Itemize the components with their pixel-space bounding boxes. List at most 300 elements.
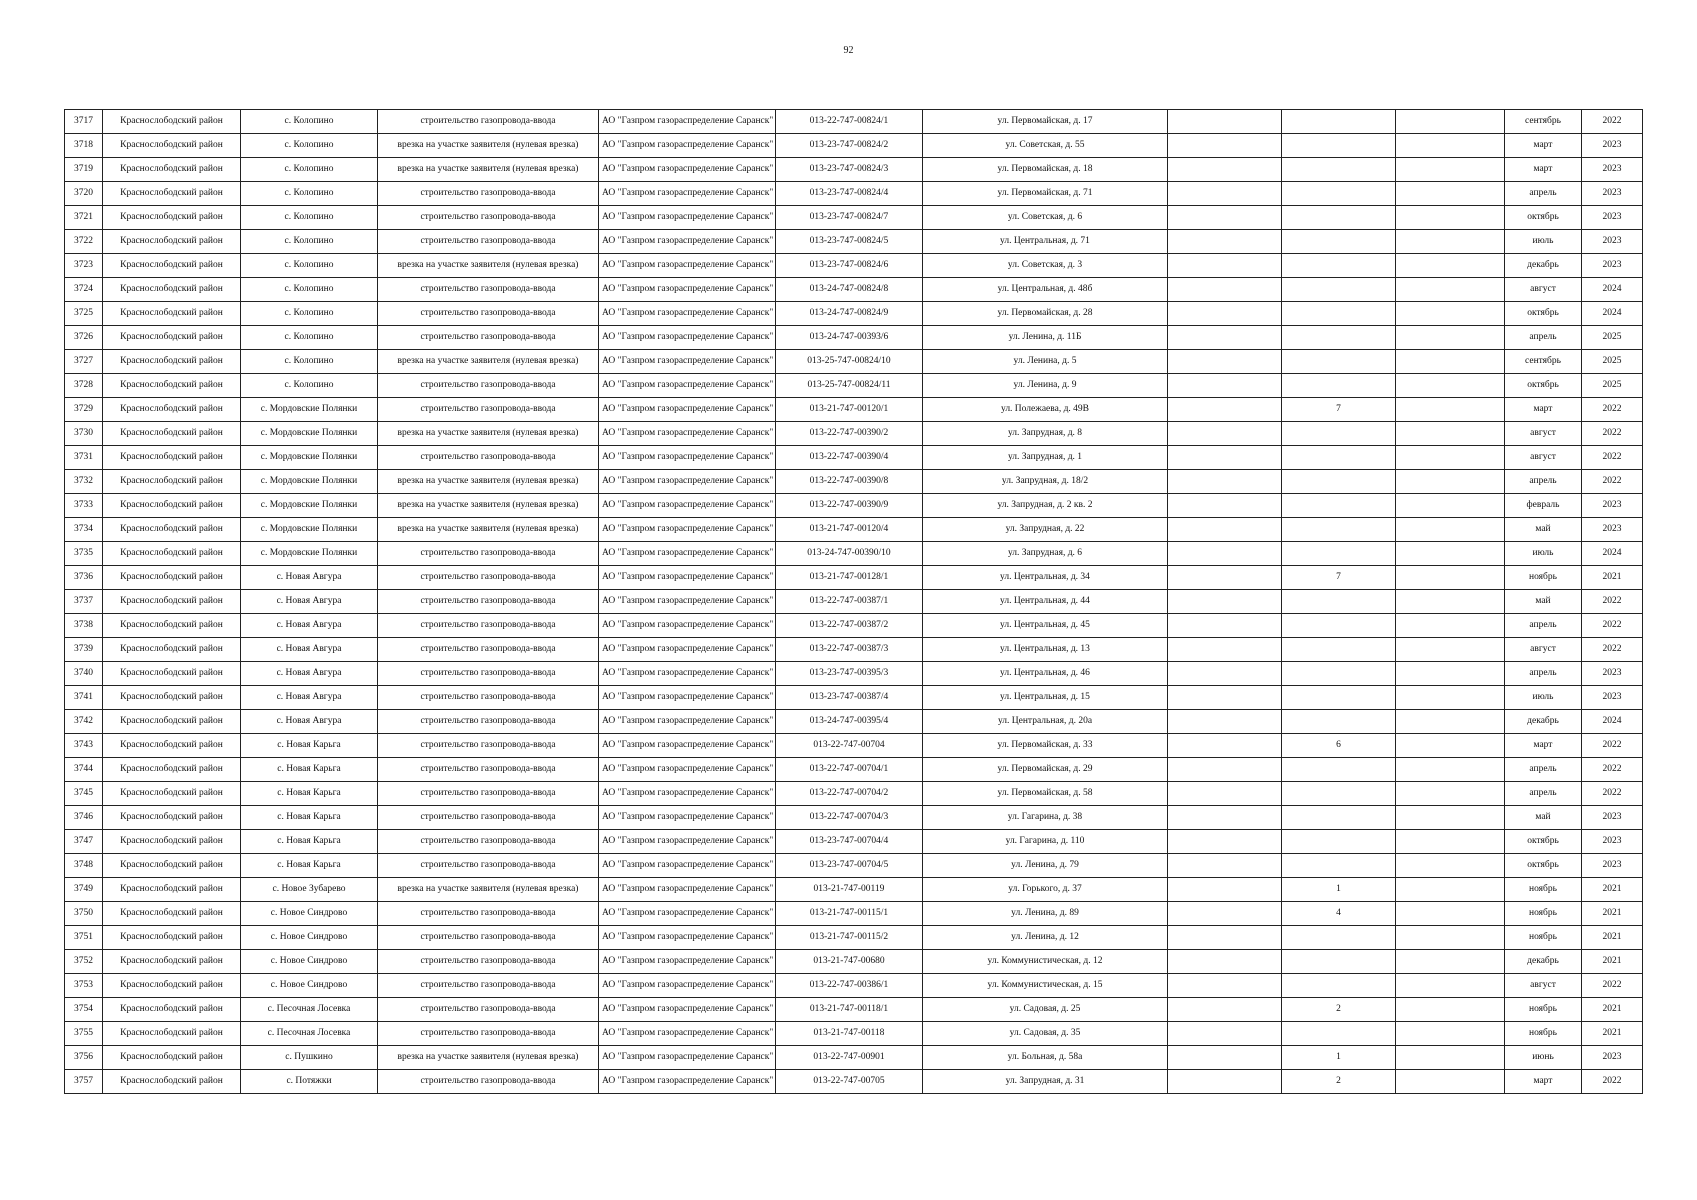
district-cell: Краснослободский район	[103, 806, 241, 830]
row-number-cell: 3749	[65, 878, 103, 902]
table-row	[65, 638, 1643, 662]
extra-column-3-cell	[1396, 830, 1505, 854]
extra-column-3-cell	[1396, 326, 1505, 350]
extra-column-2-cell	[1282, 254, 1396, 278]
row-number-cell: 3727	[65, 350, 103, 374]
district-cell: Краснослободский район	[103, 566, 241, 590]
application-code-cell: 013-22-747-00386/1	[776, 974, 923, 998]
table-body	[65, 110, 1643, 1094]
month-cell: март	[1505, 398, 1582, 422]
district-cell: Краснослободский район	[103, 278, 241, 302]
year-cell: 2024	[1582, 710, 1643, 734]
district-cell: Краснослободский район	[103, 1046, 241, 1070]
year-cell: 2024	[1582, 278, 1643, 302]
extra-column-3-cell	[1396, 518, 1505, 542]
row-number-cell: 3720	[65, 182, 103, 206]
settlement-cell: с. Новая Авгура	[241, 686, 378, 710]
table-row	[65, 710, 1643, 734]
extra-column-2-cell	[1282, 782, 1396, 806]
organization-cell: АО "Газпром газораспределение Саранск"	[599, 710, 776, 734]
year-cell: 2023	[1582, 134, 1643, 158]
organization-cell: АО "Газпром газораспределение Саранск"	[599, 878, 776, 902]
extra-column-1-cell	[1168, 446, 1282, 470]
table-row	[65, 686, 1643, 710]
extra-column-3-cell	[1396, 806, 1505, 830]
extra-column-3-cell	[1396, 494, 1505, 518]
gasification-schedule-table	[64, 109, 1643, 1094]
year-cell: 2021	[1582, 926, 1643, 950]
table-row	[65, 374, 1643, 398]
extra-column-1-cell	[1168, 350, 1282, 374]
work-type-cell: строительство газопровода-ввода	[378, 734, 599, 758]
organization-cell: АО "Газпром газораспределение Саранск"	[599, 326, 776, 350]
extra-column-3-cell	[1396, 638, 1505, 662]
table-row	[65, 566, 1643, 590]
application-code-cell: 013-21-747-00115/1	[776, 902, 923, 926]
extra-column-2-cell: 7	[1282, 398, 1396, 422]
table-row	[65, 182, 1643, 206]
extra-column-1-cell	[1168, 1022, 1282, 1046]
settlement-cell: с. Колопино	[241, 254, 378, 278]
month-cell: июнь	[1505, 1046, 1582, 1070]
application-code-cell: 013-23-747-00824/4	[776, 182, 923, 206]
row-number-cell: 3743	[65, 734, 103, 758]
work-type-cell: строительство газопровода-ввода	[378, 686, 599, 710]
extra-column-1-cell	[1168, 686, 1282, 710]
address-cell: ул. Ленина, д. 9	[923, 374, 1168, 398]
work-type-cell: строительство газопровода-ввода	[378, 710, 599, 734]
work-type-cell: строительство газопровода-ввода	[378, 230, 599, 254]
extra-column-3-cell	[1396, 734, 1505, 758]
month-cell: август	[1505, 638, 1582, 662]
extra-column-1-cell	[1168, 782, 1282, 806]
month-cell: июль	[1505, 542, 1582, 566]
application-code-cell: 013-22-747-00390/9	[776, 494, 923, 518]
district-cell: Краснослободский район	[103, 830, 241, 854]
address-cell: ул. Первомайская, д. 17	[923, 110, 1168, 134]
row-number-cell: 3745	[65, 782, 103, 806]
extra-column-3-cell	[1396, 662, 1505, 686]
row-number-cell: 3724	[65, 278, 103, 302]
address-cell: ул. Ленина, д. 12	[923, 926, 1168, 950]
district-cell: Краснослободский район	[103, 974, 241, 998]
settlement-cell: с. Колопино	[241, 182, 378, 206]
extra-column-1-cell	[1168, 278, 1282, 302]
settlement-cell: с. Новая Авгура	[241, 614, 378, 638]
month-cell: май	[1505, 518, 1582, 542]
extra-column-3-cell	[1396, 926, 1505, 950]
settlement-cell: с. Колопино	[241, 134, 378, 158]
extra-column-1-cell	[1168, 926, 1282, 950]
month-cell: апрель	[1505, 470, 1582, 494]
extra-column-1-cell	[1168, 950, 1282, 974]
district-cell: Краснослободский район	[103, 950, 241, 974]
page-number: 92	[843, 45, 854, 56]
year-cell: 2023	[1582, 494, 1643, 518]
extra-column-1-cell	[1168, 302, 1282, 326]
month-cell: декабрь	[1505, 950, 1582, 974]
application-code-cell: 013-22-747-00387/1	[776, 590, 923, 614]
work-type-cell: врезка на участке заявителя (нулевая врезка)	[378, 494, 599, 518]
row-number-cell: 3721	[65, 206, 103, 230]
extra-column-1-cell	[1168, 998, 1282, 1022]
work-type-cell: врезка на участке заявителя (нулевая врезка)	[378, 422, 599, 446]
address-cell: ул. Гагарина, д. 110	[923, 830, 1168, 854]
address-cell: ул. Коммунистическая, д. 15	[923, 974, 1168, 998]
table-row	[65, 446, 1643, 470]
organization-cell: АО "Газпром газораспределение Саранск"	[599, 638, 776, 662]
month-cell: сентябрь	[1505, 110, 1582, 134]
row-number-cell: 3756	[65, 1046, 103, 1070]
work-type-cell: строительство газопровода-ввода	[378, 590, 599, 614]
extra-column-1-cell	[1168, 710, 1282, 734]
extra-column-3-cell	[1396, 542, 1505, 566]
district-cell: Краснослободский район	[103, 494, 241, 518]
work-type-cell: врезка на участке заявителя (нулевая врезка)	[378, 1046, 599, 1070]
extra-column-2-cell	[1282, 182, 1396, 206]
year-cell: 2023	[1582, 854, 1643, 878]
work-type-cell: строительство газопровода-ввода	[378, 614, 599, 638]
organization-cell: АО "Газпром газораспределение Саранск"	[599, 734, 776, 758]
address-cell: ул. Ленина, д. 5	[923, 350, 1168, 374]
address-cell: ул. Запрудная, д. 31	[923, 1070, 1168, 1094]
application-code-cell: 013-22-747-00704/3	[776, 806, 923, 830]
organization-cell: АО "Газпром газораспределение Саранск"	[599, 1070, 776, 1094]
work-type-cell: строительство газопровода-ввода	[378, 446, 599, 470]
settlement-cell: с. Новое Зубарево	[241, 878, 378, 902]
work-type-cell: врезка на участке заявителя (нулевая врезка)	[378, 158, 599, 182]
district-cell: Краснослободский район	[103, 638, 241, 662]
month-cell: ноябрь	[1505, 566, 1582, 590]
table-row	[65, 350, 1643, 374]
extra-column-3-cell	[1396, 278, 1505, 302]
table-row	[65, 950, 1643, 974]
extra-column-2-cell	[1282, 446, 1396, 470]
year-cell: 2021	[1582, 950, 1643, 974]
application-code-cell: 013-25-747-00824/11	[776, 374, 923, 398]
year-cell: 2023	[1582, 662, 1643, 686]
address-cell: ул. Садовая, д. 35	[923, 1022, 1168, 1046]
extra-column-1-cell	[1168, 638, 1282, 662]
settlement-cell: с. Колопино	[241, 278, 378, 302]
address-cell: ул. Запрудная, д. 6	[923, 542, 1168, 566]
settlement-cell: с. Мордовские Полянки	[241, 422, 378, 446]
application-code-cell: 013-23-747-00824/2	[776, 134, 923, 158]
extra-column-3-cell	[1396, 566, 1505, 590]
month-cell: сентябрь	[1505, 350, 1582, 374]
year-cell: 2025	[1582, 326, 1643, 350]
table-row	[65, 110, 1643, 134]
extra-column-1-cell	[1168, 374, 1282, 398]
month-cell: ноябрь	[1505, 878, 1582, 902]
application-code-cell: 013-22-747-00390/8	[776, 470, 923, 494]
work-type-cell: строительство газопровода-ввода	[378, 782, 599, 806]
row-number-cell: 3754	[65, 998, 103, 1022]
address-cell: ул. Ленина, д. 11Б	[923, 326, 1168, 350]
organization-cell: АО "Газпром газораспределение Саранск"	[599, 830, 776, 854]
month-cell: апрель	[1505, 614, 1582, 638]
extra-column-3-cell	[1396, 998, 1505, 1022]
extra-column-2-cell	[1282, 158, 1396, 182]
work-type-cell: строительство газопровода-ввода	[378, 998, 599, 1022]
district-cell: Краснослободский район	[103, 446, 241, 470]
row-number-cell: 3742	[65, 710, 103, 734]
extra-column-3-cell	[1396, 182, 1505, 206]
application-code-cell: 013-21-747-00118/1	[776, 998, 923, 1022]
address-cell: ул. Первомайская, д. 28	[923, 302, 1168, 326]
settlement-cell: с. Новое Синдрово	[241, 902, 378, 926]
address-cell: ул. Запрудная, д. 22	[923, 518, 1168, 542]
year-cell: 2022	[1582, 398, 1643, 422]
district-cell: Краснослободский район	[103, 1070, 241, 1094]
address-cell: ул. Больная, д. 58а	[923, 1046, 1168, 1070]
row-number-cell: 3717	[65, 110, 103, 134]
application-code-cell: 013-21-747-00120/1	[776, 398, 923, 422]
district-cell: Краснослободский район	[103, 326, 241, 350]
address-cell: ул. Центральная, д. 34	[923, 566, 1168, 590]
row-number-cell: 3755	[65, 1022, 103, 1046]
table-row	[65, 806, 1643, 830]
application-code-cell: 013-24-747-00824/9	[776, 302, 923, 326]
settlement-cell: с. Мордовские Полянки	[241, 398, 378, 422]
organization-cell: АО "Газпром газораспределение Саранск"	[599, 926, 776, 950]
year-cell: 2021	[1582, 878, 1643, 902]
extra-column-2-cell	[1282, 518, 1396, 542]
organization-cell: АО "Газпром газораспределение Саранск"	[599, 566, 776, 590]
organization-cell: АО "Газпром газораспределение Саранск"	[599, 1022, 776, 1046]
address-cell: ул. Гагарина, д. 38	[923, 806, 1168, 830]
application-code-cell: 013-22-747-00387/2	[776, 614, 923, 638]
year-cell: 2025	[1582, 350, 1643, 374]
extra-column-3-cell	[1396, 350, 1505, 374]
settlement-cell: с. Новая Карьга	[241, 806, 378, 830]
table-row	[65, 470, 1643, 494]
extra-column-2-cell	[1282, 950, 1396, 974]
month-cell: декабрь	[1505, 710, 1582, 734]
table-row	[65, 782, 1643, 806]
year-cell: 2024	[1582, 302, 1643, 326]
address-cell: ул. Запрудная, д. 8	[923, 422, 1168, 446]
organization-cell: АО "Газпром газораспределение Саранск"	[599, 662, 776, 686]
extra-column-3-cell	[1396, 782, 1505, 806]
month-cell: ноябрь	[1505, 1022, 1582, 1046]
month-cell: октябрь	[1505, 206, 1582, 230]
work-type-cell: строительство газопровода-ввода	[378, 398, 599, 422]
extra-column-3-cell	[1396, 446, 1505, 470]
year-cell: 2021	[1582, 998, 1643, 1022]
settlement-cell: с. Новое Синдрово	[241, 926, 378, 950]
extra-column-1-cell	[1168, 854, 1282, 878]
extra-column-3-cell	[1396, 878, 1505, 902]
address-cell: ул. Центральная, д. 20а	[923, 710, 1168, 734]
settlement-cell: с. Колопино	[241, 374, 378, 398]
district-cell: Краснослободский район	[103, 302, 241, 326]
table-row	[65, 830, 1643, 854]
extra-column-3-cell	[1396, 758, 1505, 782]
organization-cell: АО "Газпром газораспределение Саранск"	[599, 806, 776, 830]
extra-column-1-cell	[1168, 326, 1282, 350]
application-code-cell: 013-22-747-00704	[776, 734, 923, 758]
address-cell: ул. Центральная, д. 15	[923, 686, 1168, 710]
table-row	[65, 998, 1643, 1022]
extra-column-1-cell	[1168, 758, 1282, 782]
organization-cell: АО "Газпром газораспределение Саранск"	[599, 998, 776, 1022]
year-cell: 2022	[1582, 782, 1643, 806]
extra-column-2-cell	[1282, 326, 1396, 350]
application-code-cell: 013-23-747-00824/7	[776, 206, 923, 230]
organization-cell: АО "Газпром газораспределение Саранск"	[599, 518, 776, 542]
organization-cell: АО "Газпром газораспределение Саранск"	[599, 158, 776, 182]
year-cell: 2022	[1582, 614, 1643, 638]
extra-column-3-cell	[1396, 374, 1505, 398]
organization-cell: АО "Газпром газораспределение Саранск"	[599, 614, 776, 638]
month-cell: октябрь	[1505, 854, 1582, 878]
year-cell: 2022	[1582, 638, 1643, 662]
row-number-cell: 3744	[65, 758, 103, 782]
year-cell: 2021	[1582, 1022, 1643, 1046]
extra-column-2-cell	[1282, 206, 1396, 230]
settlement-cell: с. Пушкино	[241, 1046, 378, 1070]
settlement-cell: с. Новая Карьга	[241, 758, 378, 782]
organization-cell: АО "Газпром газораспределение Саранск"	[599, 446, 776, 470]
table-row	[65, 542, 1643, 566]
organization-cell: АО "Газпром газораспределение Саранск"	[599, 302, 776, 326]
year-cell: 2025	[1582, 374, 1643, 398]
table-row	[65, 230, 1643, 254]
extra-column-1-cell	[1168, 494, 1282, 518]
settlement-cell: с. Новая Карьга	[241, 782, 378, 806]
district-cell: Краснослободский район	[103, 158, 241, 182]
table-row	[65, 134, 1643, 158]
application-code-cell: 013-22-747-00704/1	[776, 758, 923, 782]
organization-cell: АО "Газпром газораспределение Саранск"	[599, 374, 776, 398]
month-cell: август	[1505, 446, 1582, 470]
extra-column-2-cell	[1282, 278, 1396, 302]
extra-column-1-cell	[1168, 182, 1282, 206]
row-number-cell: 3733	[65, 494, 103, 518]
work-type-cell: врезка на участке заявителя (нулевая врезка)	[378, 350, 599, 374]
extra-column-1-cell	[1168, 1070, 1282, 1094]
extra-column-2-cell	[1282, 662, 1396, 686]
extra-column-1-cell	[1168, 662, 1282, 686]
application-code-cell: 013-23-747-00824/6	[776, 254, 923, 278]
address-cell: ул. Центральная, д. 71	[923, 230, 1168, 254]
table-row	[65, 1070, 1643, 1094]
extra-column-3-cell	[1396, 1022, 1505, 1046]
table-row	[65, 878, 1643, 902]
organization-cell: АО "Газпром газораспределение Саранск"	[599, 398, 776, 422]
extra-column-2-cell	[1282, 302, 1396, 326]
table-row	[65, 974, 1643, 998]
organization-cell: АО "Газпром газораспределение Саранск"	[599, 758, 776, 782]
address-cell: ул. Запрудная, д. 1	[923, 446, 1168, 470]
district-cell: Краснослободский район	[103, 1022, 241, 1046]
table-row	[65, 302, 1643, 326]
district-cell: Краснослободский район	[103, 998, 241, 1022]
work-type-cell: строительство газопровода-ввода	[378, 638, 599, 662]
year-cell: 2022	[1582, 758, 1643, 782]
settlement-cell: с. Новая Карьга	[241, 734, 378, 758]
row-number-cell: 3719	[65, 158, 103, 182]
district-cell: Краснослободский район	[103, 470, 241, 494]
extra-column-2-cell	[1282, 110, 1396, 134]
table-row	[65, 1046, 1643, 1070]
row-number-cell: 3734	[65, 518, 103, 542]
month-cell: ноябрь	[1505, 998, 1582, 1022]
work-type-cell: строительство газопровода-ввода	[378, 1022, 599, 1046]
settlement-cell: с. Новая Авгура	[241, 662, 378, 686]
settlement-cell: с. Песочная Лосевка	[241, 1022, 378, 1046]
district-cell: Краснослободский район	[103, 662, 241, 686]
month-cell: апрель	[1505, 662, 1582, 686]
year-cell: 2022	[1582, 974, 1643, 998]
month-cell: май	[1505, 590, 1582, 614]
application-code-cell: 013-21-747-00119	[776, 878, 923, 902]
extra-column-3-cell	[1396, 302, 1505, 326]
extra-column-2-cell	[1282, 806, 1396, 830]
extra-column-3-cell	[1396, 230, 1505, 254]
work-type-cell: строительство газопровода-ввода	[378, 326, 599, 350]
work-type-cell: строительство газопровода-ввода	[378, 854, 599, 878]
district-cell: Краснослободский район	[103, 110, 241, 134]
application-code-cell: 013-22-747-00387/3	[776, 638, 923, 662]
extra-column-1-cell	[1168, 158, 1282, 182]
extra-column-2-cell: 4	[1282, 902, 1396, 926]
year-cell: 2023	[1582, 518, 1643, 542]
organization-cell: АО "Газпром газораспределение Саранск"	[599, 206, 776, 230]
year-cell: 2023	[1582, 806, 1643, 830]
row-number-cell: 3748	[65, 854, 103, 878]
organization-cell: АО "Газпром газораспределение Саранск"	[599, 110, 776, 134]
table-row	[65, 326, 1643, 350]
organization-cell: АО "Газпром газораспределение Саранск"	[599, 350, 776, 374]
table-row	[65, 902, 1643, 926]
district-cell: Краснослободский район	[103, 398, 241, 422]
year-cell: 2022	[1582, 590, 1643, 614]
work-type-cell: строительство газопровода-ввода	[378, 110, 599, 134]
settlement-cell: с. Потяжки	[241, 1070, 378, 1094]
extra-column-1-cell	[1168, 254, 1282, 278]
extra-column-2-cell	[1282, 230, 1396, 254]
district-cell: Краснослободский район	[103, 614, 241, 638]
table-row	[65, 1022, 1643, 1046]
settlement-cell: с. Колопино	[241, 230, 378, 254]
year-cell: 2023	[1582, 254, 1643, 278]
district-cell: Краснослободский район	[103, 926, 241, 950]
month-cell: октябрь	[1505, 302, 1582, 326]
district-cell: Краснослободский район	[103, 350, 241, 374]
district-cell: Краснослободский район	[103, 230, 241, 254]
extra-column-1-cell	[1168, 110, 1282, 134]
table-row	[65, 494, 1643, 518]
application-code-cell: 013-24-747-00395/4	[776, 710, 923, 734]
extra-column-2-cell	[1282, 590, 1396, 614]
extra-column-3-cell	[1396, 854, 1505, 878]
month-cell: ноябрь	[1505, 902, 1582, 926]
month-cell: апрель	[1505, 758, 1582, 782]
year-cell: 2022	[1582, 470, 1643, 494]
address-cell: ул. Первомайская, д. 29	[923, 758, 1168, 782]
extra-column-2-cell: 1	[1282, 878, 1396, 902]
table-row	[65, 398, 1643, 422]
row-number-cell: 3722	[65, 230, 103, 254]
table-row	[65, 590, 1643, 614]
year-cell: 2023	[1582, 1046, 1643, 1070]
settlement-cell: с. Новое Синдрово	[241, 950, 378, 974]
district-cell: Краснослободский район	[103, 902, 241, 926]
work-type-cell: строительство газопровода-ввода	[378, 566, 599, 590]
year-cell: 2022	[1582, 446, 1643, 470]
